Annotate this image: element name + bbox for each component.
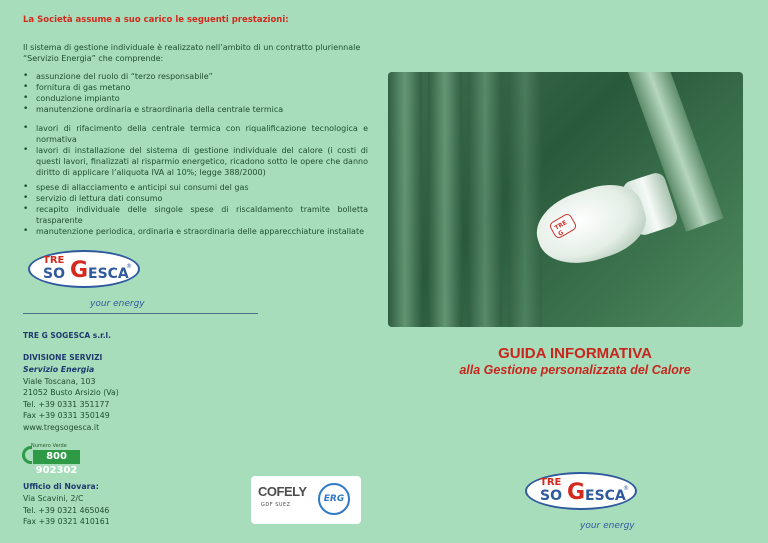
novara-address (23, 493, 223, 528)
cofely-logo: COFELY (258, 484, 307, 499)
address-fax: Fax +39 0331 350149 (23, 411, 110, 420)
bullet-list-3 (23, 182, 368, 237)
thermostatic-valve-photo (388, 72, 743, 327)
gdf-suez-logo: GDF SUEZ (261, 502, 291, 508)
logo-esca: ESCA (585, 488, 626, 504)
list-item: • manutenzione periodica, ordinaria e straordinaria delle apparecchiature installate (23, 226, 368, 237)
logo-registered: ® (623, 485, 629, 492)
services-headline: La Società assume a suo carico le seguenti prestazioni: (23, 15, 289, 25)
divider (23, 313, 258, 314)
logo-so: SO (43, 266, 65, 282)
logo-ellipse (28, 250, 140, 288)
novara-office-title: Ufficio di Novara: (23, 482, 99, 491)
logo-so: SO (540, 488, 562, 504)
intro-line-1: Il sistema di gestione individuale è realizzato nell’ambito di un contratto pluriennale (23, 43, 361, 52)
logo-g: G (70, 258, 89, 283)
logo-ellipse-right (525, 472, 637, 510)
service-name: Servizio Energia (23, 365, 95, 374)
novara-street: Via Scavini, 2/C (23, 494, 84, 503)
list-item: • servizio di lettura dati consumo (23, 193, 368, 204)
bullet-list-1 (23, 71, 368, 115)
list-item: • fornitura di gas metano (23, 82, 368, 93)
list-item: • manutenzione ordinaria e straordinaria della centrale termica (23, 104, 368, 115)
logo-tagline-right: your energy (580, 521, 635, 531)
logo-tre: TRE (540, 477, 562, 488)
erg-logo: ERG (318, 483, 350, 515)
numero-verde-badge (22, 443, 82, 476)
list-item: • lavori di installazione del sistema di gestione individuale del calore (i costi di questi lavori, finalizzati al risparmio energetico, ricadono sotto le opere che danno diritto di applicare l’aliquota IVA al 10%; legge 388/2000) (23, 145, 368, 178)
list-item: • conduzione impianto (23, 93, 368, 104)
address-city: 21052 Busto Arsizio (Va) (23, 388, 119, 397)
tregsogesca-logo-right (525, 472, 637, 510)
intro-paragraph (23, 42, 368, 64)
list-item: • assunzione del ruolo di “terzo responsabile” (23, 71, 368, 82)
address-tel: Tel. +39 0331 351177 (23, 399, 110, 409)
logo-g: G (567, 480, 586, 505)
page-subtitle: alla Gestione personalizzata del Calore (459, 363, 691, 377)
list-item: • spese di allacciamento e anticipi sui consumi del gas (23, 182, 368, 193)
logo-esca: ESCA (88, 266, 129, 282)
logo-tagline: your energy (90, 299, 145, 309)
intro-line-2: “Servizio Energia” che comprende: (23, 54, 164, 63)
partner-logos (251, 476, 361, 524)
logo-tre: TRE (43, 255, 65, 266)
page-title: GUIDA INFORMATIVA (498, 345, 652, 362)
novara-fax: Fax +39 0321 410161 (23, 517, 110, 526)
numero-verde-number[interactable]: 800 902302 (33, 450, 80, 464)
valve-brand-tag: TRE G (548, 212, 578, 240)
numero-verde-label: Numero Verde (31, 443, 67, 449)
company-address (23, 364, 223, 433)
bullet-list-2 (23, 123, 368, 178)
logo-registered: ® (126, 263, 132, 270)
website-link[interactable]: www.tregsogesca.it (23, 422, 100, 432)
divider (600, 535, 750, 536)
division-title: DIVISIONE SERVIZI (23, 353, 103, 362)
list-item: • lavori di rifacimento della centrale termica con riqualificazione tecnologica e normativa (23, 123, 368, 145)
company-name: TRE G SOGESCA s.r.l. (23, 331, 111, 340)
address-street: Viale Toscana, 103 (23, 376, 96, 386)
list-item: • recapito individuale delle singole spese di riscaldamento tramite bolletta trasparente (23, 204, 368, 226)
novara-tel: Tel. +39 0321 465046 (23, 505, 110, 515)
tregsogesca-logo (28, 250, 140, 288)
